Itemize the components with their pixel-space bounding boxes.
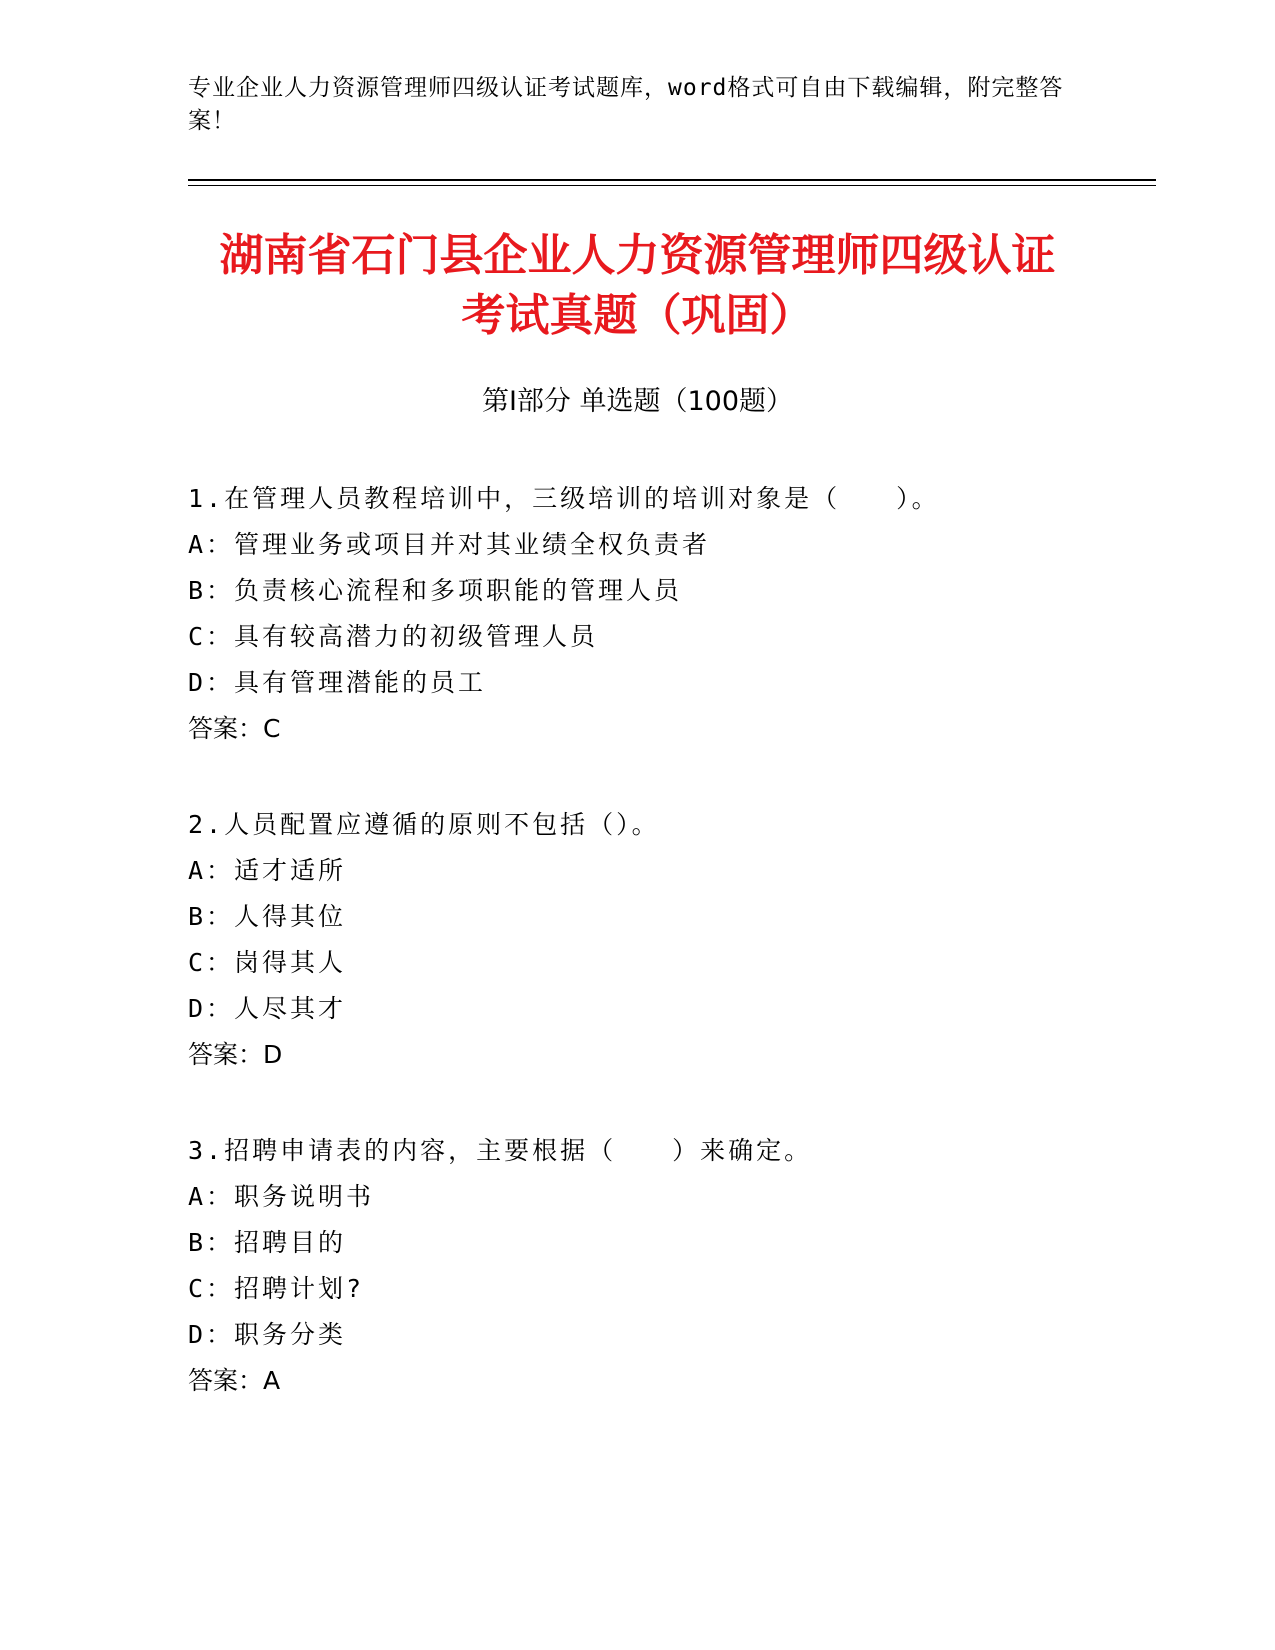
option-b: B：招聘目的 [188,1228,347,1257]
option-a: A：管理业务或项目并对其业绩全权负责者 [188,530,711,559]
option-c: C：招聘计划? [188,1274,365,1303]
question-1 [188,476,1148,752]
header-rule-thick [188,179,1156,181]
option-b: B：人得其位 [188,902,347,931]
title-line-1: 湖南省石门县企业人力资源管理师四级认证 [219,230,1056,281]
option-a: A：适才适所 [188,856,347,885]
option-c: C：具有较高潜力的初级管理人员 [188,622,599,651]
option-d: D：具有管理潜能的员工 [188,668,487,697]
question-list [188,476,1148,1454]
answer: 答案：D [188,1040,283,1069]
option-d: D：人尽其才 [188,994,347,1023]
option-c: C：岗得其人 [188,948,347,977]
question-stem: 2.人员配置应遵循的原则不包括（）。 [188,810,660,839]
title-line-2: 考试真题（巩固） [461,290,814,341]
header-note: 专业企业人力资源管理师四级认证考试题库，word格式可自由下载编辑，附完整答案！ [188,75,1064,134]
document-title [150,226,1125,346]
question-3 [188,1128,1148,1404]
question-stem: 3.招聘申请表的内容，主要根据（ ）来确定。 [188,1136,813,1165]
header-rule-thin [188,185,1156,186]
answer: 答案：A [188,1366,281,1395]
answer: 答案：C [188,714,281,743]
question-2 [188,802,1148,1078]
question-stem: 1.在管理人员教程培训中，三级培训的培训对象是（ ）。 [188,484,940,513]
option-d: D：职务分类 [188,1320,347,1349]
option-b: B：负责核心流程和多项职能的管理人员 [188,576,683,605]
section-title: 第Ⅰ部分 单选题（100题） [481,386,794,417]
option-a: A：职务说明书 [188,1182,375,1211]
